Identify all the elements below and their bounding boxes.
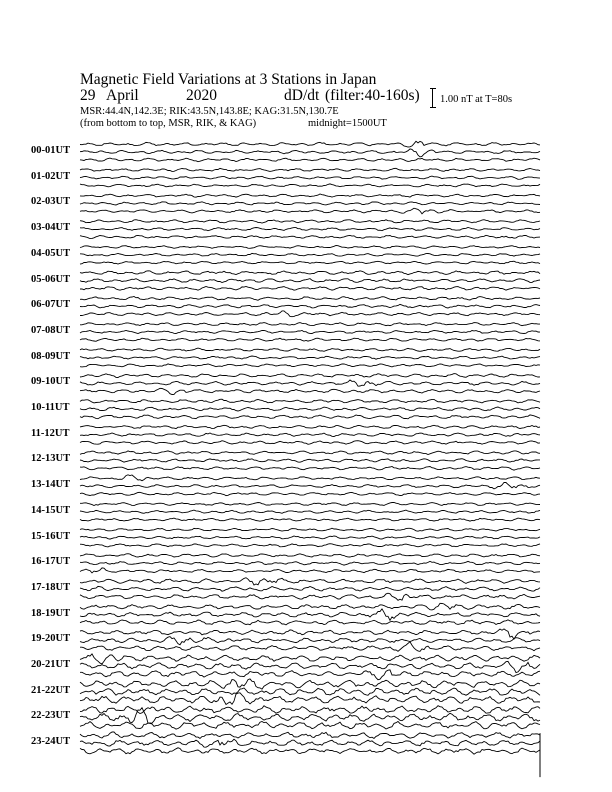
trace-rik [80, 637, 540, 645]
hour-label: 13-14UT [31, 479, 71, 491]
trace-msr [80, 620, 540, 625]
trace-rik [80, 356, 540, 359]
trace-rik [80, 279, 540, 283]
trace-kag [80, 374, 540, 378]
trace-rik [80, 459, 540, 463]
midnight-note: midnight=1500UT [308, 118, 387, 129]
trace-kag [80, 451, 540, 455]
trace-kag [80, 654, 540, 664]
hour-row-traces [80, 297, 540, 317]
trace-kag [80, 732, 540, 738]
hour-label: 20-21UT [31, 659, 71, 670]
hour-label: 22-23UT [31, 710, 71, 722]
trace-kag [80, 297, 540, 301]
hour-row-traces [80, 554, 540, 573]
trace-rik [80, 739, 540, 747]
trace-rik [80, 330, 540, 333]
hour-row-traces [80, 503, 540, 522]
trace-rik [80, 149, 540, 157]
trace-msr [80, 492, 540, 495]
trace-msr [80, 415, 540, 419]
hour-row-traces [80, 578, 540, 601]
hour-label: 21-22UT [31, 684, 71, 696]
trace-rik [80, 609, 540, 620]
trace-msr [80, 338, 540, 341]
hour-label: 23-24UT [31, 736, 71, 748]
date-day: 29 [80, 87, 96, 104]
hour-label: 07-08UT [31, 324, 71, 336]
hour-label: 14-15UT [31, 504, 71, 516]
hour-label: 18-19UT [31, 607, 71, 619]
hour-label: 09-10UT [31, 376, 71, 388]
trace-msr [80, 388, 540, 394]
trace-msr [80, 748, 540, 754]
hour-row-traces [80, 168, 540, 187]
hour-label: 02-03UT [31, 196, 71, 208]
hour-row-traces [80, 425, 540, 444]
scale-label: 1.00 nT at T=80s [440, 94, 513, 105]
hour-row-traces [80, 141, 540, 161]
trace-kag [80, 578, 540, 585]
hour-row-traces [80, 732, 540, 754]
hour-label: 03-04UT [31, 222, 71, 234]
trace-kag [80, 348, 540, 351]
hour-label: 11-12UT [31, 427, 70, 439]
trace-msr [80, 364, 540, 367]
trace-kag [80, 194, 540, 197]
trace-kag [80, 271, 540, 275]
hour-row-traces [80, 399, 540, 419]
trace-kag [80, 425, 540, 428]
hour-row-traces [80, 194, 540, 214]
hour-label: 17-18UT [31, 581, 71, 593]
trace-msr [80, 568, 540, 573]
hour-row-traces [80, 323, 540, 342]
date-year: 2020 [186, 87, 217, 104]
trace-rik [80, 661, 540, 672]
hour-row-traces [80, 706, 540, 729]
trace-kag [80, 141, 540, 147]
hour-label: 00-01UT [31, 145, 71, 156]
trace-rik [80, 433, 540, 437]
trace-rik [80, 228, 540, 231]
hour-row-traces [80, 603, 540, 625]
hour-label: 04-05UT [31, 247, 71, 259]
trace-msr [80, 593, 540, 600]
order-note: (from bottom to top, MSR, RIK, & KAG) [80, 118, 257, 129]
trace-rik [80, 304, 540, 308]
trace-kag [80, 220, 540, 223]
trace-msr [80, 235, 540, 238]
hour-row-traces [80, 246, 540, 265]
trace-rik [80, 510, 540, 513]
trace-kag [80, 168, 540, 171]
hour-row-traces [80, 451, 540, 470]
trace-kag [80, 554, 540, 557]
hour-row-traces [80, 528, 540, 547]
trace-kag [80, 503, 540, 506]
hour-row-traces [80, 679, 540, 705]
trace-msr [80, 670, 540, 680]
hour-label: 10-11UT [31, 402, 70, 413]
quantity-label: dD/dt [284, 87, 320, 104]
trace-msr [80, 184, 540, 187]
trace-rik [80, 586, 540, 591]
trace-msr [80, 287, 540, 291]
chart-title: Magnetic Field Variations at 3 Stations in Japan [80, 71, 377, 88]
stations-label: MSR:44.4N,142.3E; RIK:43.5N,143.8E; KAG:31.5N,130.7E [80, 106, 339, 117]
trace-msr [80, 158, 540, 162]
trace-msr [80, 693, 540, 705]
hour-row-traces [80, 374, 540, 395]
trace-rik [80, 253, 540, 256]
trace-rik [80, 688, 540, 695]
trace-rik [80, 202, 540, 205]
hour-row-traces [80, 654, 540, 680]
trace-rik [80, 176, 540, 179]
trace-msr [80, 208, 540, 214]
trace-rik [80, 561, 540, 565]
filter-label: (filter:40-160s) [325, 87, 420, 104]
trace-rik [80, 536, 540, 539]
hour-label: 06-07UT [31, 299, 71, 311]
hour-row-traces [80, 220, 540, 239]
hour-row-traces [80, 475, 540, 496]
trace-kag [80, 629, 540, 639]
trace-kag [80, 528, 540, 531]
hour-row-traces [80, 348, 540, 367]
trace-kag [80, 706, 540, 714]
trace-rik [80, 482, 540, 489]
trace-msr [80, 441, 540, 445]
trace-kag [80, 679, 540, 689]
hour-row-traces [80, 629, 540, 652]
trace-msr [80, 544, 540, 547]
hour-label: 05-06UT [31, 273, 71, 285]
trace-rik [80, 380, 540, 386]
hour-label: 12-13UT [31, 453, 71, 465]
date-month: April [106, 87, 139, 104]
trace-kag [80, 475, 540, 481]
hour-row-traces [80, 271, 540, 290]
trace-kag [80, 603, 540, 610]
trace-msr [80, 311, 540, 317]
hour-label: 01-02UT [31, 170, 71, 182]
trace-msr [80, 261, 540, 264]
hour-label: 19-20UT [31, 633, 71, 645]
trace-msr [80, 467, 540, 471]
trace-msr [80, 642, 540, 652]
trace-kag [80, 399, 540, 403]
hour-label: 15-16UT [31, 530, 71, 542]
hour-label: 08-09UT [31, 350, 71, 362]
trace-rik [80, 407, 540, 411]
trace-kag [80, 323, 540, 326]
hour-label: 16-17UT [31, 556, 71, 568]
trace-kag [80, 246, 540, 249]
trace-msr [80, 518, 540, 521]
